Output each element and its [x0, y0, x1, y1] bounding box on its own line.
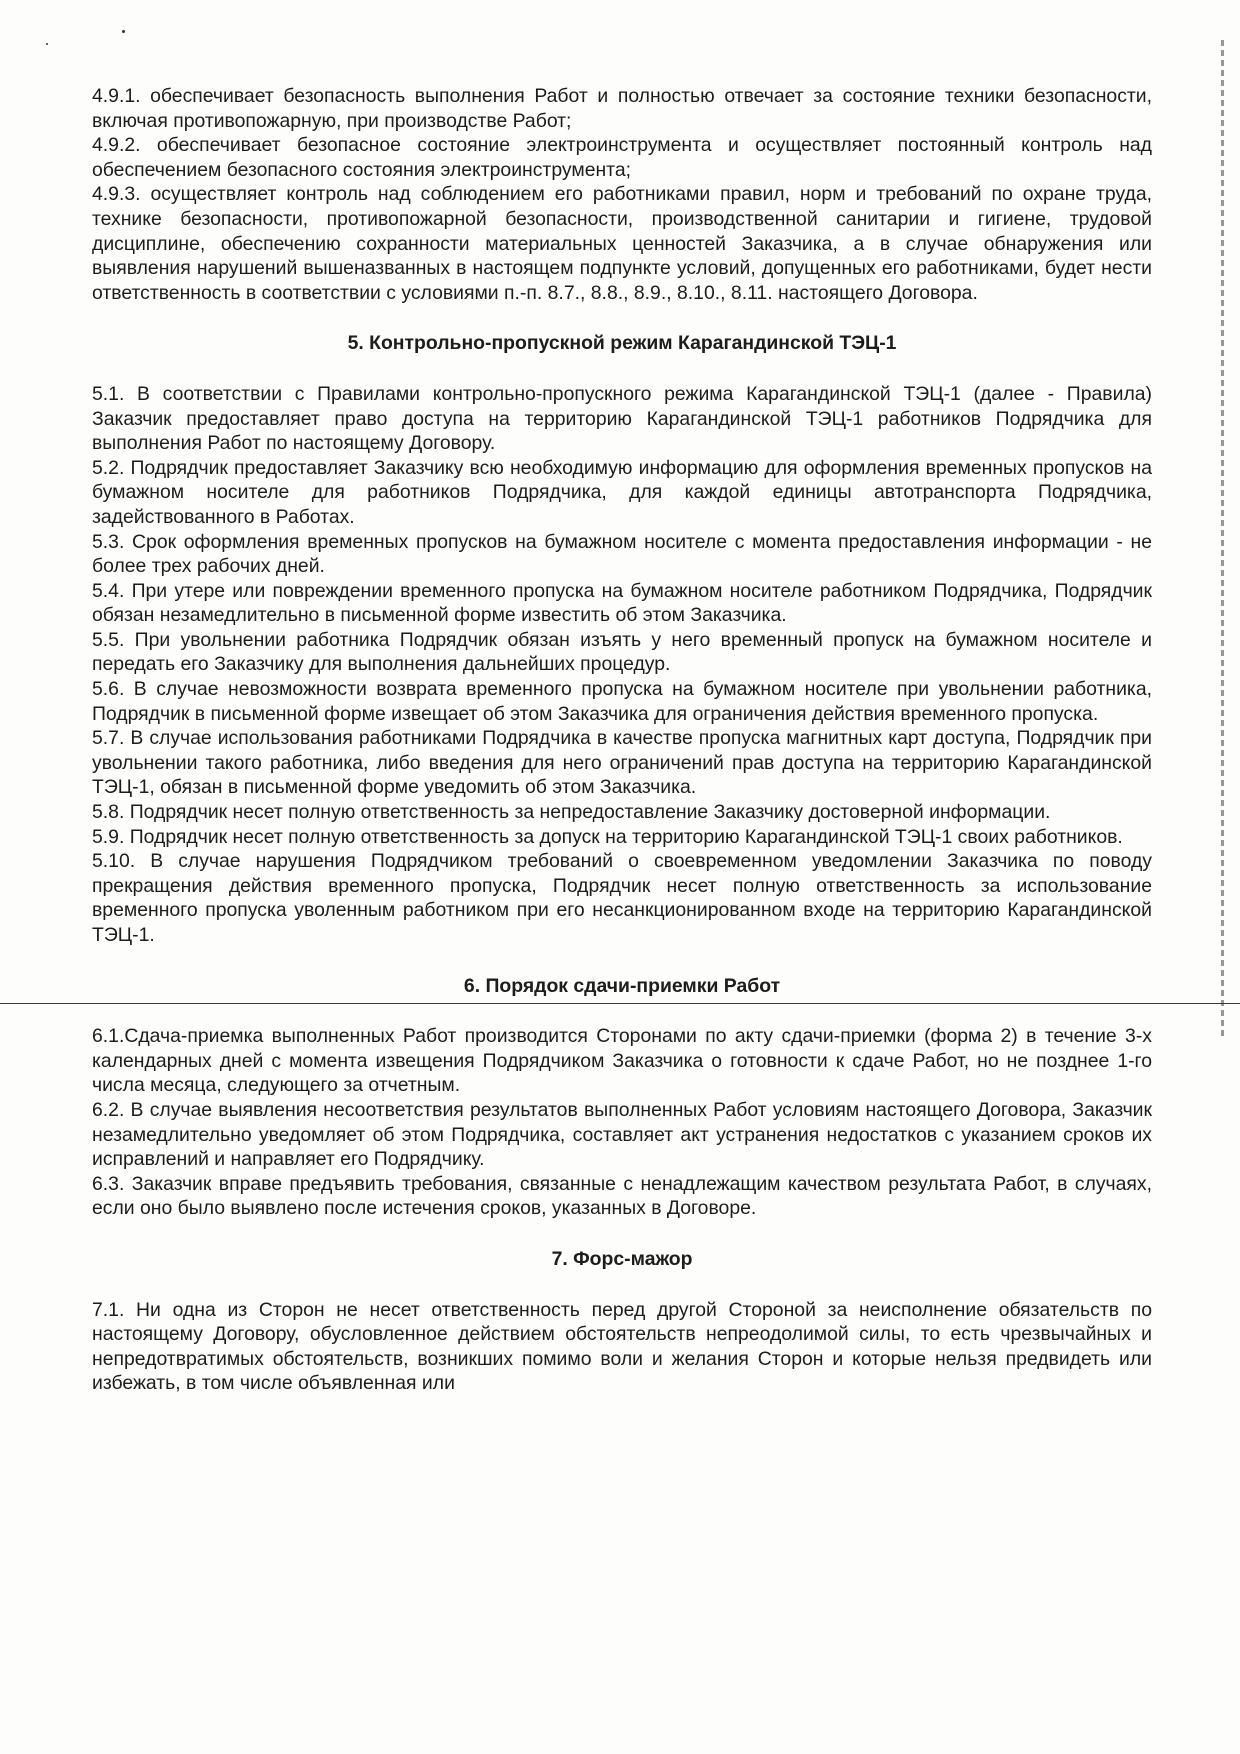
paragraph: 5.1. В соответствии с Правилами контрольно-пропускного режима Карагандинской ТЭЦ-1 (далее - Правила) Заказчик предоставляет право доступа на территорию Карагандинской ТЭЦ-1 работников Подрядчика для выполнения Работ по настоящему Договору. — [92, 382, 1152, 455]
paragraph: 6.2. В случае выявления несоответствия результатов выполненных Работ условиям настоящего Договора, Заказчик незамедлительно уведомляет об этом Подрядчика, составляет акт устранения недостатков с указанием сроков их исправлений и направляет его Подрядчику. — [92, 1098, 1152, 1171]
section-heading: 7. Форс-мажор — [551, 1247, 693, 1270]
paragraph: 4.9.3. осуществляет контроль над соблюдением его работниками правил, норм и требований по охране труда, технике безопасности, противопожарной безопасности, производственной санитарии и гигиене, трудовой дисциплине, обеспечению сохранности материальных ценностей Заказчика, а в случае обнаружения или выявления нарушений вышеназванных в настоящем подпункте условий, допущенных его работниками, будет нести ответственность в соответствии с условиями п.-п. 8.7., 8.8., 8.9., 8.10., 8.11. настоящего Договора. — [92, 183, 1152, 304]
section-6 — [92, 974, 1152, 1221]
section-7 — [92, 1247, 1152, 1396]
document-body — [92, 84, 1152, 1396]
paragraph: 5.8. Подрядчик несет полную ответственность за непредоставление Заказчику достоверной информации. — [92, 801, 1051, 824]
paragraph: 5.2. Подрядчик предоставляет Заказчику всю необходимую информацию для оформления временных пропусков на бумажном носителе для работников Подрядчика, для каждой единицы автотранспорта Подрядчика, задействованного в Работах. — [92, 456, 1152, 528]
paragraph: 6.1.Сдача-приемка выполненных Работ производится Сторонами по акту сдачи-приемки (форма 2) в течение 3-х календарных дней с момента извещения Подрядчиком Заказчика о готовности к сдаче Работ, но не позднее 1-го числа месяца, следующего за отчетным. — [92, 1025, 1152, 1097]
clause-4-9 — [92, 84, 1152, 305]
section-5 — [92, 331, 1152, 947]
paragraph: 5.10. В случае нарушения Подрядчиком требований о своевременном уведомлении Заказчика по поводу прекращения действия временного пропуска, Подрядчик несет полную ответственность за использование временного пропуска уволенным работником при его несанкционированном входе на территорию Карагандинской ТЭЦ-1. — [92, 850, 1152, 946]
paragraph: 5.6. В случае невозможности возврата временного пропуска на бумажном носителе при увольнении работника, Подрядчик в письменной форме извещает об этом Заказчика для ограничения действия временного пропуска. — [92, 678, 1152, 725]
paragraph: 5.4. При утере или повреждении временного пропуска на бумажном носителе работником Подрядчика, Подрядчик обязан незамедлительно в письменной форме известить об этом Заказчика. — [92, 579, 1152, 627]
paragraph: 5.5. При увольнении работника Подрядчик обязан изъять у него временный пропуск на бумажном носителе и передать его Заказчику для выполнения дальнейших процедур. — [92, 628, 1152, 676]
scan-fold-line — [0, 1003, 1240, 1004]
scan-edge-mark — [1221, 40, 1224, 1040]
paragraph: 6.3. Заказчик вправе предъявить требования, связанные с ненадлежащим качеством результата Работ, в случаях, если оно было выявлено после истечения сроков, указанных в Договоре. — [92, 1172, 1152, 1220]
paragraph: 4.9.2. обеспечивает безопасное состояние электроинструмента и осуществляет постоянный контроль над обеспечением безопасного состояния электроинструмента; — [92, 134, 1152, 181]
scan-speck — [122, 30, 125, 33]
section-heading: 5. Контрольно-пропускной режим Карагандинской ТЭЦ-1 — [347, 332, 897, 355]
section-heading: 6. Порядок сдачи-приемки Работ — [463, 974, 781, 997]
paragraph: 5.3. Срок оформления временных пропусков на бумажном носителе с момента предоставления информации - не более трех рабочих дней. — [92, 530, 1152, 578]
paragraph: 5.9. Подрядчик несет полную ответственность за допуск на территорию Карагандинской ТЭЦ-1 своих работников. — [92, 825, 1123, 848]
paragraph: 7.1. Ни одна из Сторон не несет ответственность перед другой Стороной за неисполнение обязательств по настоящему Договору, обусловленное действием обстоятельств непреодолимой силы, то есть чрезвычайных и непредотвратимых обстоятельств, возникших помимо воли и желания Сторон и которые нельзя предвидеть или избежать, в том числе объявленная или — [92, 1298, 1152, 1395]
paragraph: 4.9.1. обеспечивает безопасность выполнения Работ и полностью отвечает за состояние техники безопасности, включая противопожарную, при производстве Работ; — [92, 85, 1152, 132]
scan-speck — [46, 43, 48, 45]
paragraph: 5.7. В случае использования работниками Подрядчика в качестве пропуска магнитных карт доступа, Подрядчик при увольнении такого работника, либо введения для него ограничений прав доступа на территорию Карагандинской ТЭЦ-1, обязан в письменной форме уведомить об этом Заказчика. — [92, 727, 1152, 799]
